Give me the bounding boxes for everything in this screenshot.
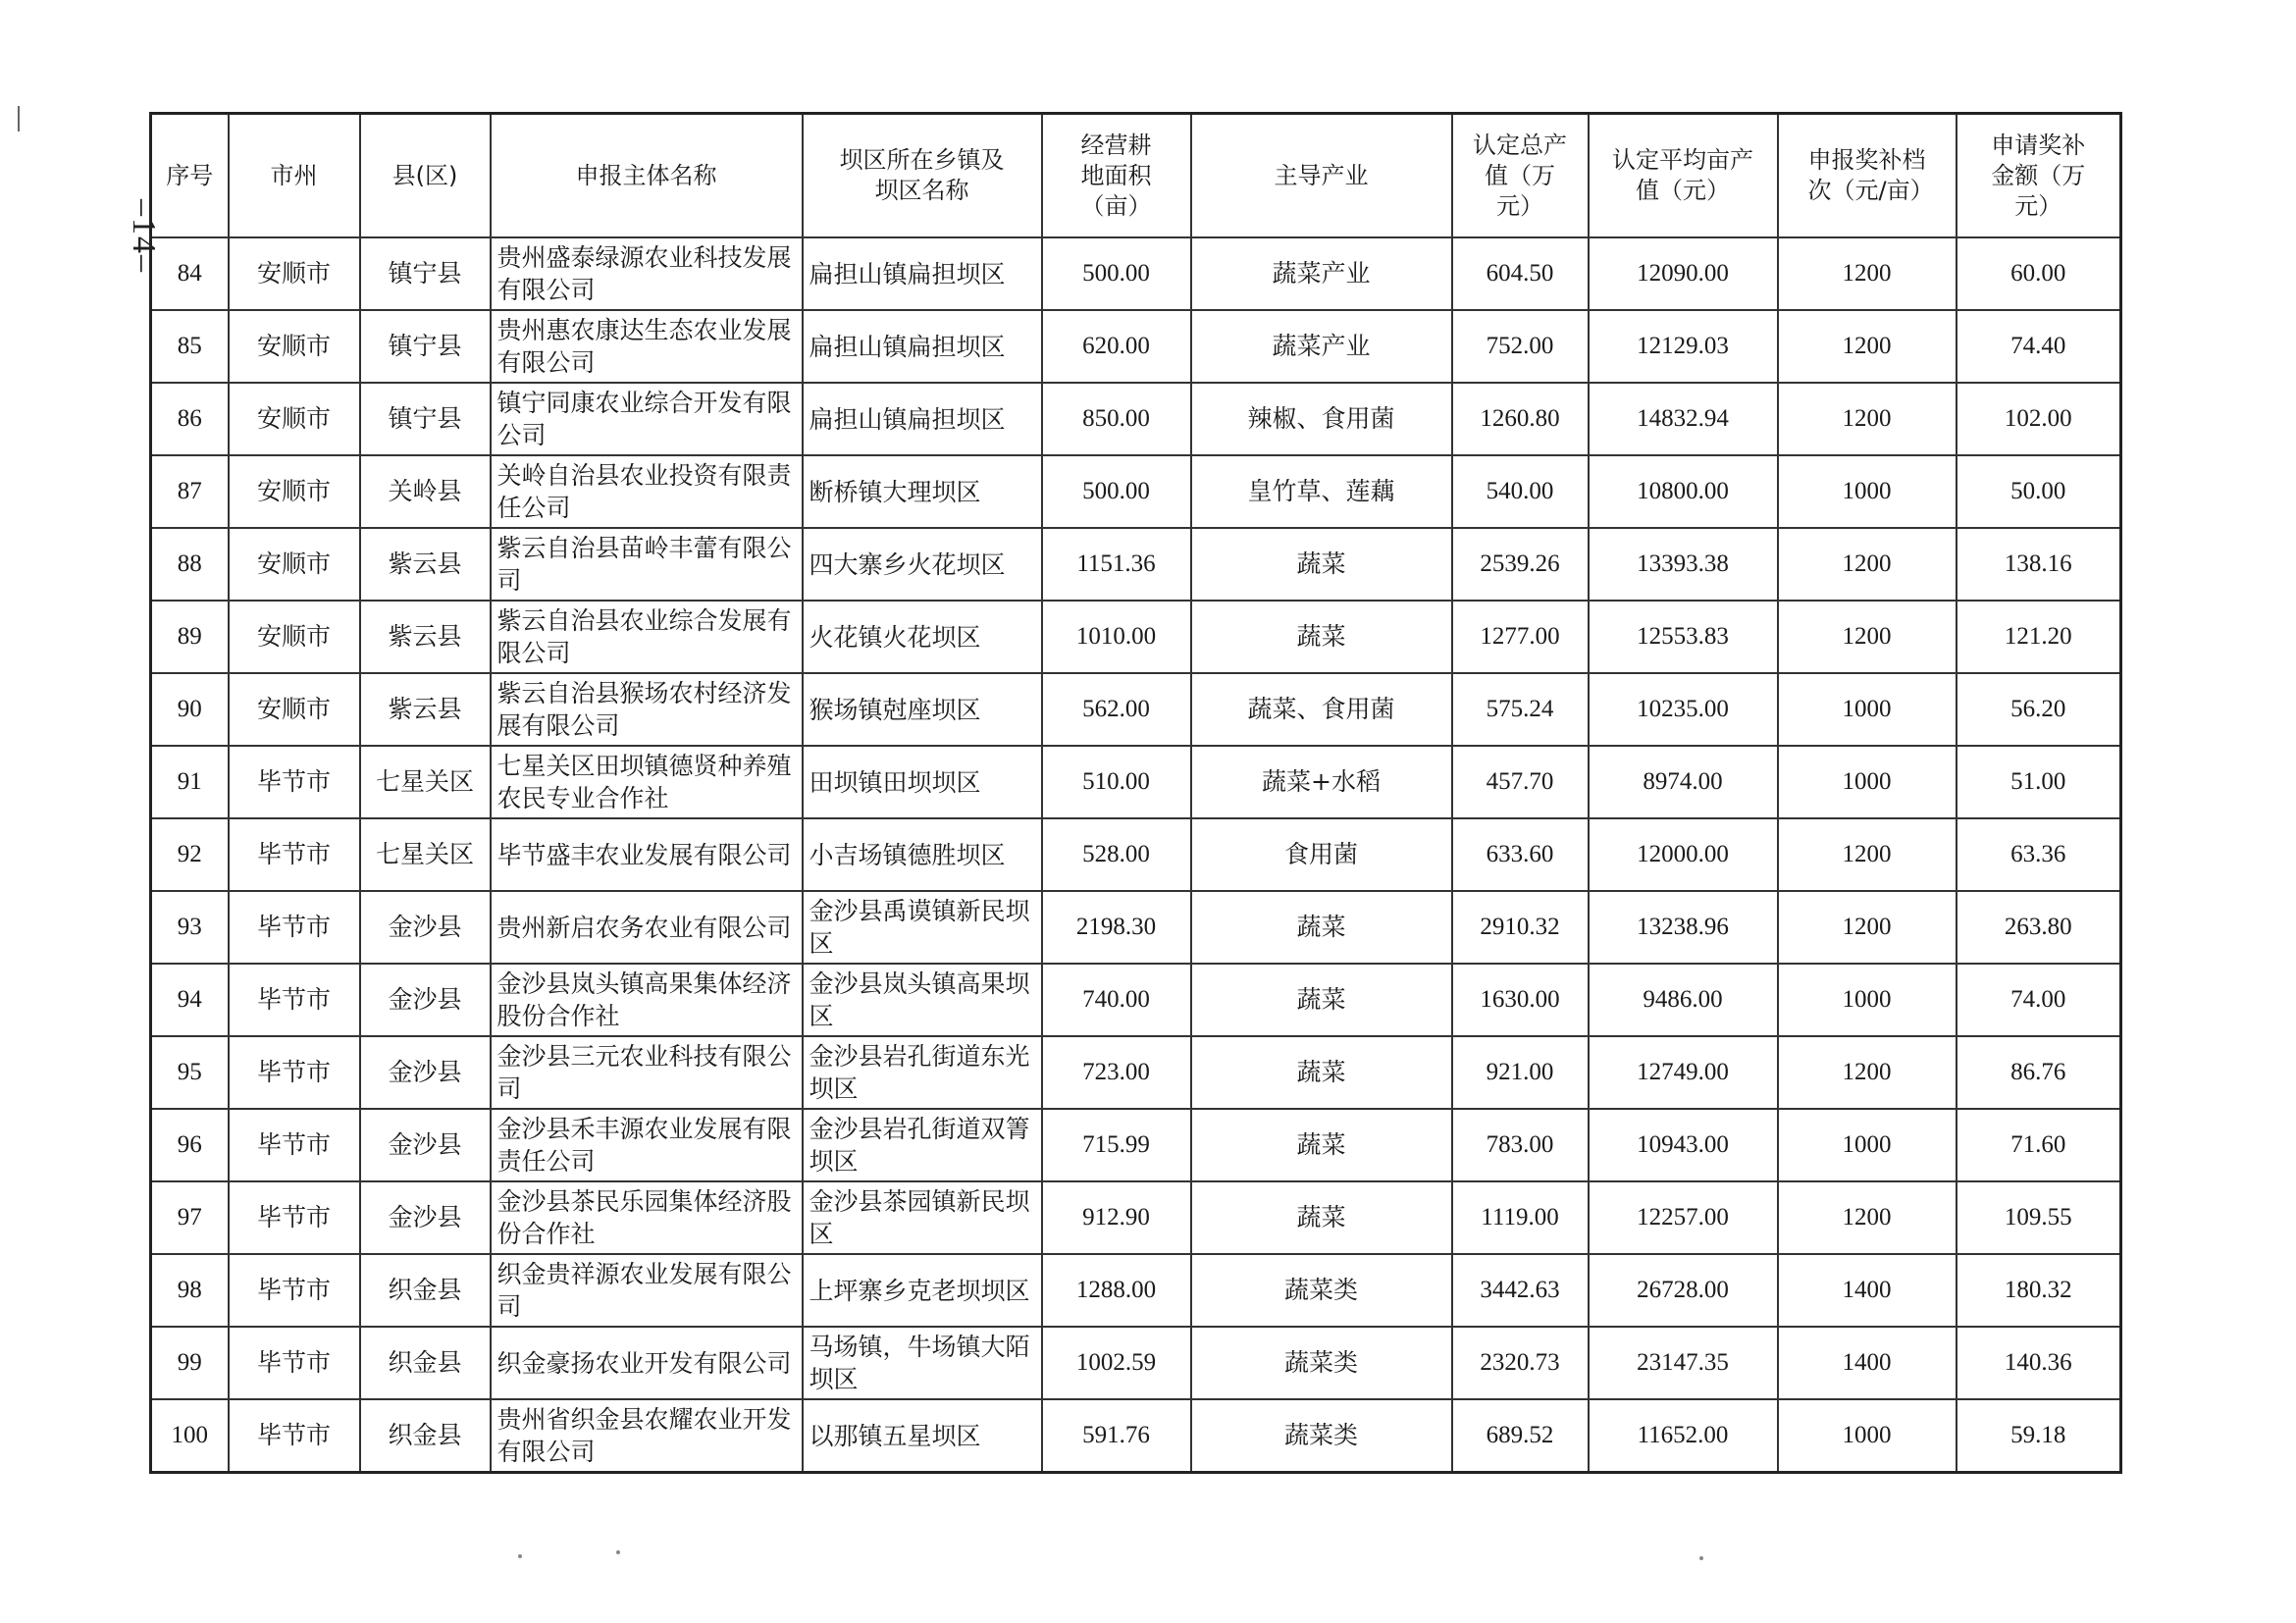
cell-total-value: 689.52 bbox=[1452, 1399, 1589, 1473]
cell-seq: 93 bbox=[151, 891, 229, 964]
cell-area: 528.00 bbox=[1042, 818, 1191, 891]
cell-entity: 毕节盛丰农业发展有限公司 bbox=[491, 818, 803, 891]
cell-county: 金沙县 bbox=[360, 1036, 491, 1109]
table-row bbox=[151, 1181, 2121, 1254]
cell-dam: 上坪寨乡克老坝坝区 bbox=[803, 1254, 1042, 1327]
cell-avg-value: 9486.00 bbox=[1589, 964, 1778, 1036]
cell-total-value: 2910.32 bbox=[1452, 891, 1589, 964]
cell-city: 毕节市 bbox=[229, 1181, 360, 1254]
cell-county: 织金县 bbox=[360, 1399, 491, 1473]
cell-amount: 86.76 bbox=[1957, 1036, 2121, 1109]
table-row bbox=[151, 528, 2121, 601]
cell-city: 毕节市 bbox=[229, 746, 360, 818]
cell-seq: 85 bbox=[151, 310, 229, 383]
table-row bbox=[151, 1109, 2121, 1181]
cell-seq: 87 bbox=[151, 455, 229, 528]
cell-seq: 99 bbox=[151, 1327, 229, 1399]
cell-city: 毕节市 bbox=[229, 818, 360, 891]
table-row bbox=[151, 964, 2121, 1036]
cell-amount: 140.36 bbox=[1957, 1327, 2121, 1399]
cell-tier: 1000 bbox=[1778, 964, 1957, 1036]
cell-entity: 紫云自治县农业综合发展有限公司 bbox=[491, 601, 803, 673]
cell-industry: 蔬菜类 bbox=[1191, 1327, 1452, 1399]
header-area: 经营耕地面积（亩） bbox=[1042, 114, 1191, 238]
scan-dot bbox=[1699, 1556, 1703, 1560]
cell-dam: 金沙县茶园镇新民坝区 bbox=[803, 1181, 1042, 1254]
cell-dam: 四大寨乡火花坝区 bbox=[803, 528, 1042, 601]
table-row bbox=[151, 1036, 2121, 1109]
cell-tier: 1200 bbox=[1778, 1036, 1957, 1109]
cell-dam: 断桥镇大理坝区 bbox=[803, 455, 1042, 528]
cell-tier: 1000 bbox=[1778, 455, 1957, 528]
cell-county: 镇宁县 bbox=[360, 310, 491, 383]
cell-tier: 1200 bbox=[1778, 1181, 1957, 1254]
cell-total-value: 633.60 bbox=[1452, 818, 1589, 891]
subsidy-table bbox=[149, 112, 2122, 1474]
cell-dam: 金沙县禹谟镇新民坝区 bbox=[803, 891, 1042, 964]
cell-area: 620.00 bbox=[1042, 310, 1191, 383]
cell-dam: 小吉场镇德胜坝区 bbox=[803, 818, 1042, 891]
cell-total-value: 921.00 bbox=[1452, 1036, 1589, 1109]
cell-area: 510.00 bbox=[1042, 746, 1191, 818]
cell-amount: 51.00 bbox=[1957, 746, 2121, 818]
cell-amount: 138.16 bbox=[1957, 528, 2121, 601]
cell-area: 850.00 bbox=[1042, 383, 1191, 455]
cell-industry: 食用菌 bbox=[1191, 818, 1452, 891]
header-amount: 申请奖补金额（万元） bbox=[1957, 114, 2121, 238]
cell-total-value: 3442.63 bbox=[1452, 1254, 1589, 1327]
cell-tier: 1200 bbox=[1778, 601, 1957, 673]
cell-industry: 蔬菜 bbox=[1191, 528, 1452, 601]
cell-city: 毕节市 bbox=[229, 891, 360, 964]
cell-total-value: 604.50 bbox=[1452, 237, 1589, 310]
cell-avg-value: 10235.00 bbox=[1589, 673, 1778, 746]
cell-amount: 109.55 bbox=[1957, 1181, 2121, 1254]
cell-tier: 1200 bbox=[1778, 528, 1957, 601]
cell-industry: 蔬菜 bbox=[1191, 1181, 1452, 1254]
cell-city: 安顺市 bbox=[229, 601, 360, 673]
cell-industry: 蔬菜类 bbox=[1191, 1254, 1452, 1327]
cell-tier: 1200 bbox=[1778, 891, 1957, 964]
cell-tier: 1000 bbox=[1778, 746, 1957, 818]
cell-avg-value: 10943.00 bbox=[1589, 1109, 1778, 1181]
cell-entity: 关岭自治县农业投资有限责任公司 bbox=[491, 455, 803, 528]
cell-seq: 100 bbox=[151, 1399, 229, 1473]
cell-amount: 71.60 bbox=[1957, 1109, 2121, 1181]
cell-seq: 84 bbox=[151, 237, 229, 310]
cell-seq: 96 bbox=[151, 1109, 229, 1181]
cell-amount: 50.00 bbox=[1957, 455, 2121, 528]
cell-seq: 94 bbox=[151, 964, 229, 1036]
table-row bbox=[151, 237, 2121, 310]
cell-entity: 贵州惠农康达生态农业发展有限公司 bbox=[491, 310, 803, 383]
cell-seq: 98 bbox=[151, 1254, 229, 1327]
cell-amount: 263.80 bbox=[1957, 891, 2121, 964]
cell-entity: 贵州省织金县农耀农业开发有限公司 bbox=[491, 1399, 803, 1473]
cell-total-value: 752.00 bbox=[1452, 310, 1589, 383]
header-total-value: 认定总产值（万元） bbox=[1452, 114, 1589, 238]
cell-avg-value: 12000.00 bbox=[1589, 818, 1778, 891]
cell-amount: 63.36 bbox=[1957, 818, 2121, 891]
cell-county: 金沙县 bbox=[360, 891, 491, 964]
cell-tier: 1000 bbox=[1778, 1109, 1957, 1181]
cell-tier: 1200 bbox=[1778, 383, 1957, 455]
cell-dam: 猴场镇尅座坝区 bbox=[803, 673, 1042, 746]
cell-industry: 蔬菜 bbox=[1191, 1109, 1452, 1181]
cell-tier: 1400 bbox=[1778, 1327, 1957, 1399]
table-row bbox=[151, 601, 2121, 673]
cell-county: 关岭县 bbox=[360, 455, 491, 528]
cell-dam: 马场镇，牛场镇大陌坝区 bbox=[803, 1327, 1042, 1399]
cell-avg-value: 12553.83 bbox=[1589, 601, 1778, 673]
cell-area: 2198.30 bbox=[1042, 891, 1191, 964]
cell-avg-value: 26728.00 bbox=[1589, 1254, 1778, 1327]
cell-entity: 织金豪扬农业开发有限公司 bbox=[491, 1327, 803, 1399]
header-row bbox=[151, 114, 2121, 238]
cell-entity: 贵州盛泰绿源农业科技发展有限公司 bbox=[491, 237, 803, 310]
cell-seq: 95 bbox=[151, 1036, 229, 1109]
cell-avg-value: 12090.00 bbox=[1589, 237, 1778, 310]
cell-amount: 59.18 bbox=[1957, 1399, 2121, 1473]
cell-tier: 1200 bbox=[1778, 237, 1957, 310]
cell-industry: 蔬菜 bbox=[1191, 964, 1452, 1036]
cell-area: 562.00 bbox=[1042, 673, 1191, 746]
cell-city: 毕节市 bbox=[229, 1036, 360, 1109]
cell-tier: 1000 bbox=[1778, 1399, 1957, 1473]
cell-industry: 蔬菜 bbox=[1191, 891, 1452, 964]
table-row bbox=[151, 310, 2121, 383]
cell-avg-value: 14832.94 bbox=[1589, 383, 1778, 455]
cell-entity: 贵州新启农务农业有限公司 bbox=[491, 891, 803, 964]
cell-avg-value: 13238.96 bbox=[1589, 891, 1778, 964]
scan-dot bbox=[616, 1550, 620, 1554]
cell-entity: 七星关区田坝镇德贤种养殖农民专业合作社 bbox=[491, 746, 803, 818]
cell-city: 安顺市 bbox=[229, 673, 360, 746]
cell-total-value: 1630.00 bbox=[1452, 964, 1589, 1036]
cell-avg-value: 13393.38 bbox=[1589, 528, 1778, 601]
cell-county: 金沙县 bbox=[360, 1109, 491, 1181]
cell-amount: 102.00 bbox=[1957, 383, 2121, 455]
cell-avg-value: 10800.00 bbox=[1589, 455, 1778, 528]
cell-total-value: 540.00 bbox=[1452, 455, 1589, 528]
cell-amount: 121.20 bbox=[1957, 601, 2121, 673]
table-row bbox=[151, 746, 2121, 818]
cell-city: 安顺市 bbox=[229, 310, 360, 383]
cell-county: 金沙县 bbox=[360, 1181, 491, 1254]
cell-industry: 蔬菜、食用菌 bbox=[1191, 673, 1452, 746]
cell-tier: 1400 bbox=[1778, 1254, 1957, 1327]
cell-entity: 金沙县三元农业科技有限公司 bbox=[491, 1036, 803, 1109]
cell-dam: 金沙县岩孔街道东光坝区 bbox=[803, 1036, 1042, 1109]
cell-amount: 180.32 bbox=[1957, 1254, 2121, 1327]
cell-dam: 田坝镇田坝坝区 bbox=[803, 746, 1042, 818]
cell-amount: 74.00 bbox=[1957, 964, 2121, 1036]
cell-industry: 蔬菜产业 bbox=[1191, 237, 1452, 310]
cell-dam: 扁担山镇扁担坝区 bbox=[803, 310, 1042, 383]
cell-area: 912.90 bbox=[1042, 1181, 1191, 1254]
cell-industry: 辣椒、食用菌 bbox=[1191, 383, 1452, 455]
table-row bbox=[151, 1327, 2121, 1399]
cell-entity: 金沙县禾丰源农业发展有限责任公司 bbox=[491, 1109, 803, 1181]
cell-seq: 86 bbox=[151, 383, 229, 455]
cell-industry: 蔬菜+水稻 bbox=[1191, 746, 1452, 818]
header-county: 县(区) bbox=[360, 114, 491, 238]
cell-total-value: 457.70 bbox=[1452, 746, 1589, 818]
cell-industry: 蔬菜 bbox=[1191, 1036, 1452, 1109]
cell-city: 毕节市 bbox=[229, 964, 360, 1036]
cell-amount: 74.40 bbox=[1957, 310, 2121, 383]
cell-tier: 1200 bbox=[1778, 818, 1957, 891]
cell-city: 毕节市 bbox=[229, 1399, 360, 1473]
cell-seq: 92 bbox=[151, 818, 229, 891]
cell-amount: 56.20 bbox=[1957, 673, 2121, 746]
cell-county: 紫云县 bbox=[360, 673, 491, 746]
cell-city: 安顺市 bbox=[229, 455, 360, 528]
cell-county: 紫云县 bbox=[360, 528, 491, 601]
cell-avg-value: 23147.35 bbox=[1589, 1327, 1778, 1399]
table-row bbox=[151, 673, 2121, 746]
cell-dam: 扁担山镇扁担坝区 bbox=[803, 237, 1042, 310]
cell-avg-value: 12749.00 bbox=[1589, 1036, 1778, 1109]
cell-entity: 织金贵祥源农业发展有限公司 bbox=[491, 1254, 803, 1327]
cell-county: 镇宁县 bbox=[360, 383, 491, 455]
cell-tier: 1000 bbox=[1778, 673, 1957, 746]
cell-seq: 91 bbox=[151, 746, 229, 818]
cell-city: 毕节市 bbox=[229, 1254, 360, 1327]
cell-total-value: 1277.00 bbox=[1452, 601, 1589, 673]
header-seq: 序号 bbox=[151, 114, 229, 238]
cell-avg-value: 8974.00 bbox=[1589, 746, 1778, 818]
cell-county: 织金县 bbox=[360, 1254, 491, 1327]
cell-city: 毕节市 bbox=[229, 1327, 360, 1399]
cell-total-value: 1260.80 bbox=[1452, 383, 1589, 455]
cell-industry: 蔬菜产业 bbox=[1191, 310, 1452, 383]
cell-area: 1010.00 bbox=[1042, 601, 1191, 673]
table-row bbox=[151, 1254, 2121, 1327]
cell-industry: 蔬菜类 bbox=[1191, 1399, 1452, 1473]
header-city: 市州 bbox=[229, 114, 360, 238]
cell-county: 镇宁县 bbox=[360, 237, 491, 310]
cell-total-value: 2320.73 bbox=[1452, 1327, 1589, 1399]
cell-total-value: 575.24 bbox=[1452, 673, 1589, 746]
header-industry: 主导产业 bbox=[1191, 114, 1452, 238]
cell-area: 1288.00 bbox=[1042, 1254, 1191, 1327]
cell-city: 安顺市 bbox=[229, 383, 360, 455]
cell-area: 500.00 bbox=[1042, 455, 1191, 528]
table-row bbox=[151, 1399, 2121, 1473]
cell-industry: 蔬菜 bbox=[1191, 601, 1452, 673]
cell-dam: 扁担山镇扁担坝区 bbox=[803, 383, 1042, 455]
cell-avg-value: 12257.00 bbox=[1589, 1181, 1778, 1254]
cell-total-value: 2539.26 bbox=[1452, 528, 1589, 601]
cell-seq: 97 bbox=[151, 1181, 229, 1254]
cell-city: 安顺市 bbox=[229, 528, 360, 601]
cell-city: 毕节市 bbox=[229, 1109, 360, 1181]
header-avg-value: 认定平均亩产值（元） bbox=[1589, 114, 1778, 238]
header-entity: 申报主体名称 bbox=[491, 114, 803, 238]
cell-entity: 紫云自治县苗岭丰蕾有限公司 bbox=[491, 528, 803, 601]
header-dam: 坝区所在乡镇及坝区名称 bbox=[803, 114, 1042, 238]
table-body bbox=[151, 237, 2121, 1473]
cell-avg-value: 12129.03 bbox=[1589, 310, 1778, 383]
cell-entity: 紫云自治县猴场农村经济发展有限公司 bbox=[491, 673, 803, 746]
cell-county: 七星关区 bbox=[360, 818, 491, 891]
table-row bbox=[151, 383, 2121, 455]
table-row bbox=[151, 455, 2121, 528]
cell-area: 740.00 bbox=[1042, 964, 1191, 1036]
cell-tier: 1200 bbox=[1778, 310, 1957, 383]
cell-area: 1151.36 bbox=[1042, 528, 1191, 601]
table-row bbox=[151, 818, 2121, 891]
cell-area: 591.76 bbox=[1042, 1399, 1191, 1473]
cell-seq: 88 bbox=[151, 528, 229, 601]
page-number: –14– bbox=[126, 199, 162, 274]
cell-total-value: 783.00 bbox=[1452, 1109, 1589, 1181]
cell-amount: 60.00 bbox=[1957, 237, 2121, 310]
cell-industry: 皇竹草、莲藕 bbox=[1191, 455, 1452, 528]
cell-area: 715.99 bbox=[1042, 1109, 1191, 1181]
cell-seq: 90 bbox=[151, 673, 229, 746]
cell-dam: 金沙县岩孔街道双箐坝区 bbox=[803, 1109, 1042, 1181]
cell-dam: 火花镇火花坝区 bbox=[803, 601, 1042, 673]
cell-county: 金沙县 bbox=[360, 964, 491, 1036]
cell-dam: 金沙县岚头镇高果坝区 bbox=[803, 964, 1042, 1036]
cell-county: 七星关区 bbox=[360, 746, 491, 818]
cell-entity: 镇宁同康农业综合开发有限公司 bbox=[491, 383, 803, 455]
cell-area: 1002.59 bbox=[1042, 1327, 1191, 1399]
cell-area: 723.00 bbox=[1042, 1036, 1191, 1109]
scan-dot bbox=[518, 1554, 522, 1558]
cell-county: 紫云县 bbox=[360, 601, 491, 673]
header-tier: 申报奖补档次（元/亩） bbox=[1778, 114, 1957, 238]
cell-entity: 金沙县茶民乐园集体经济股份合作社 bbox=[491, 1181, 803, 1254]
cell-seq: 89 bbox=[151, 601, 229, 673]
cell-city: 安顺市 bbox=[229, 237, 360, 310]
table-row bbox=[151, 891, 2121, 964]
cell-area: 500.00 bbox=[1042, 237, 1191, 310]
margin-mark bbox=[18, 106, 20, 131]
cell-avg-value: 11652.00 bbox=[1589, 1399, 1778, 1473]
cell-total-value: 1119.00 bbox=[1452, 1181, 1589, 1254]
cell-entity: 金沙县岚头镇高果集体经济股份合作社 bbox=[491, 964, 803, 1036]
cell-county: 织金县 bbox=[360, 1327, 491, 1399]
cell-dam: 以那镇五星坝区 bbox=[803, 1399, 1042, 1473]
